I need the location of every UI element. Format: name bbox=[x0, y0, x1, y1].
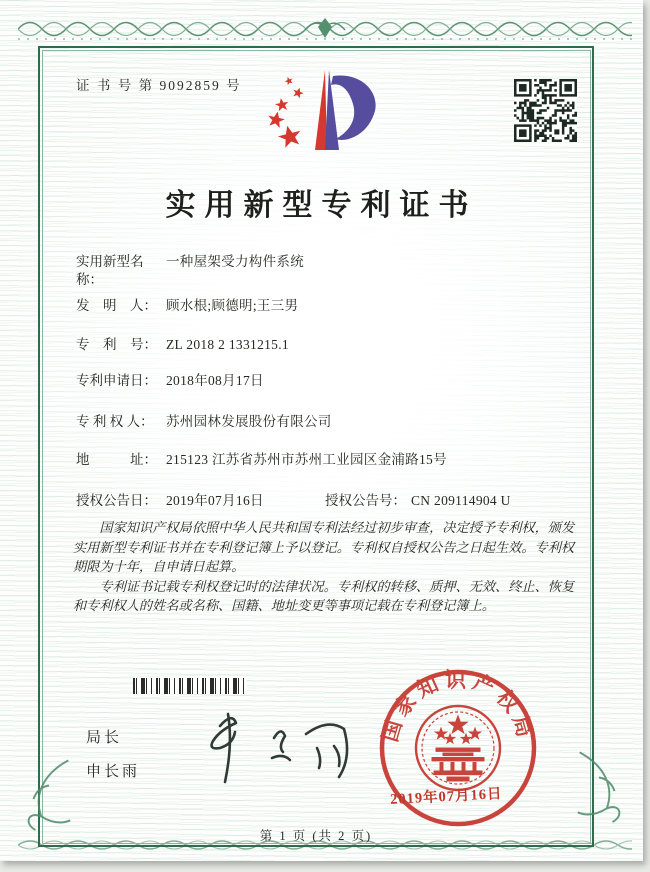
field-value: 一种屋架受力构件系统 bbox=[166, 254, 304, 269]
seal-date: 2019年07月16日 bbox=[389, 786, 503, 808]
field-inventors bbox=[76, 297, 298, 315]
field-value: CN 209114904 U bbox=[411, 493, 511, 508]
field-value: 2019年07月16日 bbox=[166, 493, 264, 508]
page-footer: 第 1 页 (共 2 页) bbox=[259, 829, 373, 843]
certificate-title: 实用新型专利证书 bbox=[165, 189, 478, 222]
field-utility-model-name bbox=[76, 253, 304, 289]
certificate-number: 证 书 号 第 9092859 号 bbox=[76, 78, 242, 93]
signature-icon bbox=[190, 706, 372, 794]
field-application-date bbox=[76, 372, 264, 390]
legal-paragraph-1: 国家知识产权局依照中华人民共和国专利法经过初步审查，决定授予专利权，颁发实用新型专利证书并在专利登记簿上予以登记。专利权自授权公告之日起生效。专利权期限为十年，自申请日起算。 bbox=[73, 520, 575, 575]
field-label: 发 明 人： bbox=[76, 298, 157, 313]
seal-text: 国家知识产权局 bbox=[377, 667, 539, 745]
legal-paragraph-2: 专利证书记载专利权登记时的法律状况。专利权的转移、质押、无效、终止、恢复和专利权人的姓名或名称、国籍、地址变更等事项记载在专利登记簿上。 bbox=[73, 578, 575, 614]
signer-block bbox=[86, 726, 140, 781]
field-label: 专利申请日： bbox=[76, 373, 157, 388]
qr-code-icon bbox=[514, 79, 577, 142]
field-address bbox=[76, 451, 447, 469]
field-value: 顾水根;顾德明;王三男 bbox=[166, 298, 299, 313]
signer-name: 申长雨 bbox=[86, 764, 141, 780]
field-value: ZL 2018 2 1331215.1 bbox=[166, 337, 289, 352]
field-grant-number bbox=[325, 492, 511, 510]
field-value: 215123 江苏省苏州市苏州工业园区金浦路15号 bbox=[166, 452, 447, 467]
field-label: 专 利 号： bbox=[76, 337, 157, 352]
field-label: 实用新型名称： bbox=[76, 254, 144, 287]
field-patent-number bbox=[76, 336, 289, 354]
cnipa-logo-icon bbox=[245, 56, 405, 170]
field-grant-date bbox=[76, 492, 264, 510]
field-label: 地 址： bbox=[76, 452, 157, 467]
flourish-bottom-right-icon bbox=[570, 748, 628, 836]
signer-role: 局长 bbox=[86, 730, 123, 746]
barcode-icon bbox=[133, 678, 247, 694]
legal-text bbox=[73, 518, 579, 616]
field-label: 授权公告号： bbox=[325, 493, 406, 508]
field-label: 授权公告日： bbox=[76, 493, 157, 508]
national-emblem-icon bbox=[416, 706, 500, 790]
field-patentee bbox=[76, 413, 332, 431]
field-value: 2018年08月17日 bbox=[166, 373, 264, 388]
ornamental-border-top bbox=[18, 14, 632, 44]
field-value: 苏州园林发展股份有限公司 bbox=[166, 414, 332, 429]
field-label: 专 利 权 人： bbox=[76, 414, 154, 429]
